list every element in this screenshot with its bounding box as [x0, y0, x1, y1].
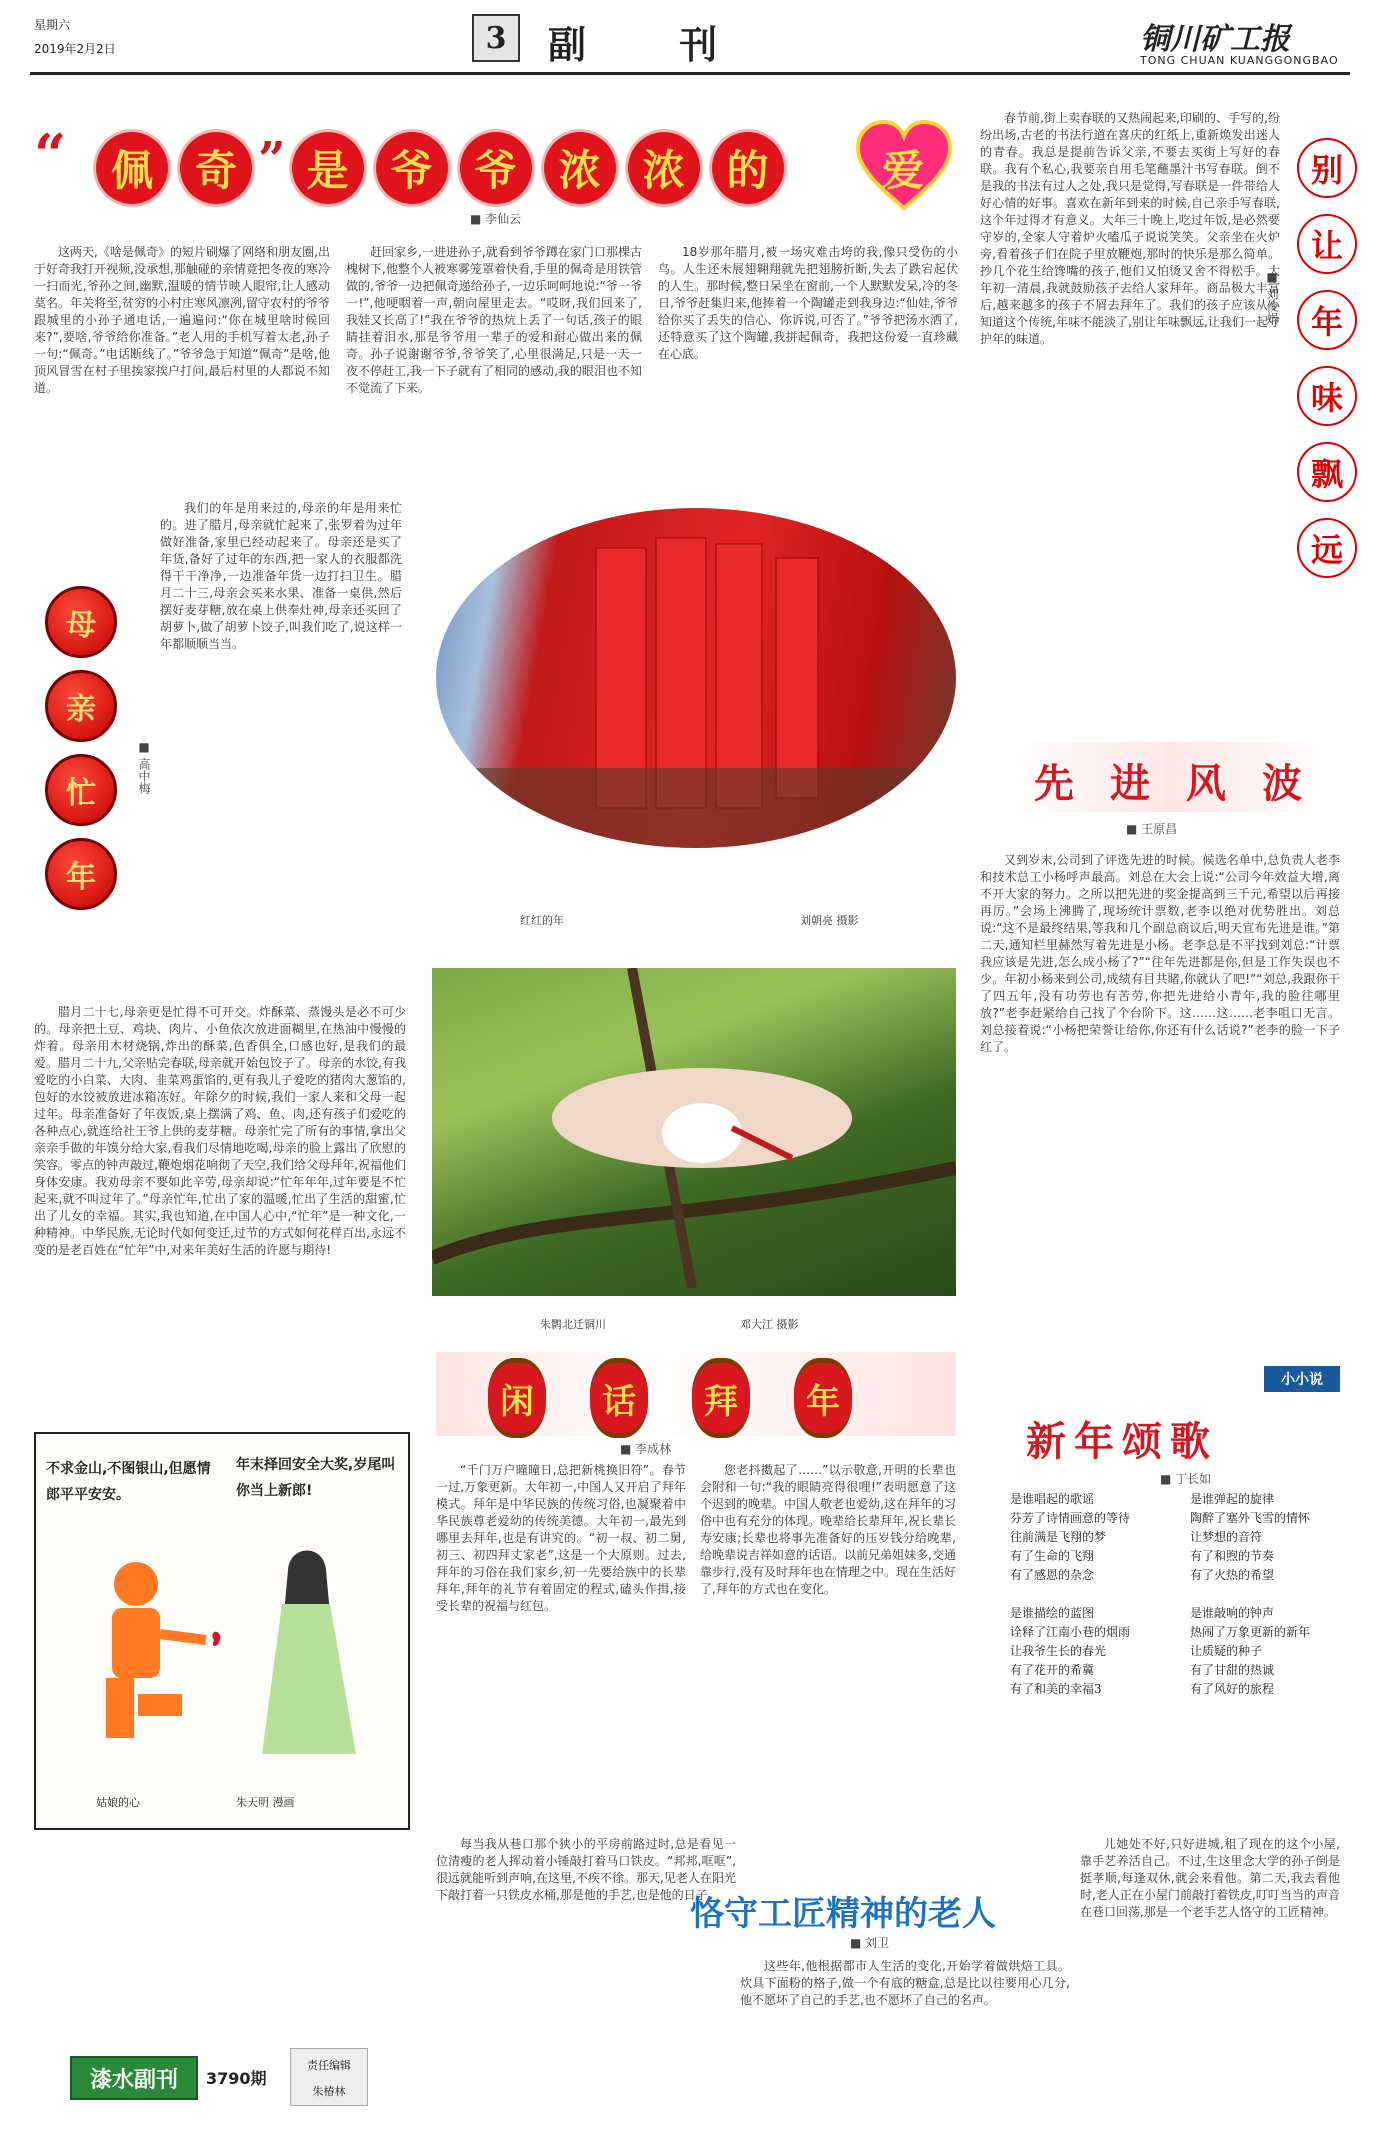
photo-ibis	[432, 968, 956, 1296]
title-char: 母	[45, 586, 117, 658]
footer-issue: 3790期	[206, 2069, 267, 2088]
title-char: 拜	[692, 1358, 750, 1438]
title-char: 亲	[45, 670, 117, 742]
title-char: 远	[1297, 518, 1357, 578]
header-rule	[30, 72, 1350, 75]
poem-right: 是谁弹起的旋律 陶醉了塞外飞雪的情怀 让梦想的音符 有了和煦的节奏 有了火热的希望 是谁敲响的钟声 热闹了万象更新的新年 让质疑的种子 有了甘甜的热诚 有了风好的旅程	[1190, 1492, 1311, 1696]
xiaoxiaoshuo-tag	[1264, 1366, 1340, 1392]
jiangren-title: 恪守工匠精神的老人	[690, 1894, 996, 1934]
weekday: 星期六	[34, 18, 71, 32]
photo-red-couplets	[436, 508, 956, 848]
title-char: 风	[1186, 760, 1226, 807]
paper-pinyin: TONG CHUAN KUANGGONGBAO	[1140, 54, 1339, 67]
cartoon-title: 姑娘的心	[96, 1796, 140, 1809]
jiangren-col1: 每当我从巷口那个狭小的平房前路过时,总是看见一位清瘦的老人挥动着小锤敲打着马口铁皮。“邦邦,哐哐”,很远就能听到声响,在这里,不疾不徐。那天,见老人在阳光下敲打着一只铁皮水桶,那是他的手艺,也是他的日子。	[436, 1837, 736, 1902]
title-char: 别	[1297, 138, 1357, 198]
muqin-byline: ■ 高中梅	[137, 740, 151, 794]
title-char: 年	[1297, 290, 1357, 350]
bainian-byline: ■ 李成林	[620, 1442, 672, 1456]
xianjin-byline: ■ 王原昌	[1126, 822, 1178, 836]
peiqi-title	[34, 118, 964, 222]
bieruo-byline: ■ 刘俊娟	[1265, 270, 1279, 324]
title-char: 浓	[628, 132, 700, 204]
paper-name: 铜川矿工报	[1140, 22, 1290, 57]
muqin-col-main: 我们的年是用来过的,母亲的年是用来忙的。进了腊月,母亲就忙起来了,张罗着为过年做好准备,家里已经动起来了。母亲还是买了年货,备好了过年的东西,把一家人的衣服都洗得干干净净,一边准备年货一边打扫卫生。腊月二十三,母亲会买来水果、准备一桌供,然后摆好麦芽糖,放在桌上供奉灶神,母亲还买回了胡萝卜,做了胡萝卜饺子,叫我们吃了,说这样一年都顺顺当当。	[160, 501, 402, 651]
cartoon	[34, 1432, 410, 1830]
xianjin-text: 又到岁末,公司到了评选先进的时候。候选名单中,总负责人老李和技术总工小杨呼声最高。刘总在大会上说:“公司今年效益大增,离不开大家的努力。之所以把先进的奖金提高到三千元,希望以后再接再厉。”会场上沸腾了,现场统计票数,老李以绝对优势胜出。刘总说:“这不是最终结果,等我和几个副总商议后,明天宣布先进是谁。”第二天,通知栏里赫然写着先进是小杨。老李总是不平找到刘总:“计票我应该是先进,怎么成小杨了?”“往年先进都是你,但是工作失误也不少。年初小杨来到公司,成绩有目共睹,你就认了吧!”“刘总,我跟你干了四五年,没有功劳也有苦劳,你把先进给小青年,我的脸往哪里放?”老李赶紧给自己找了个台阶下。这……这……老李咀口无言。刘总接着说:“小杨把荣誉让给你,你还有什么话说?”老李的脸一下子红了。	[980, 853, 1340, 1054]
xiaoxiaoshuo-text: 小小说	[1281, 1372, 1323, 1388]
photo2-title: 朱鹮北迁铜川	[540, 1318, 606, 1331]
peiqi-col3: 18岁那年腊月,被一场灾难击垮的我,像只受伤的小鸟。人生还未展翅翱翔就先把翅膀折断,失去了跌宕起伏的人生。那时候,整日呆坐在窗前,一个人默默发呆,冷的冬日,爷爷赶集归来,他捧着一个陶罐走到我身边:“仙娃,爷爷给你买了丢失的信心、你诉说,可否了。”爷爷把汤水洒了,还特意买了这个陶罐,我拼起佩奇，我把这份爱一直珍藏在心底。	[658, 245, 958, 361]
title-char: 爷	[376, 132, 448, 204]
title-char: 的	[712, 132, 784, 204]
header	[0, 0, 1379, 80]
title-char: 话	[590, 1358, 648, 1438]
cartoon-text-right: 年末择回安全大奖,岁尾叫你当上新郎!	[236, 1457, 396, 1499]
peiqi-col1: 这两天,《啥是佩奇》的短片刷爆了网络和朋友圈,出于好奇我打开视频,没承想,那触碰的亲情竟把冬夜的寒冷一扫而光,爷孙之间,幽默,温暖的情节映人眼帘,让人感动莫名。年关将至,贫穷的小村庄寒风凛冽,留守农村的爷爷跟城里的小孙子通电话,一遍遍问:“你在城里啥时候回来?”,要啥,爷爷给你准备。”老人用的手机写着太老,孙子一句:“佩奇。”电话断线了。”爷爷急于知道“佩奇”是啥,他顶风冒雪在村子里挨家挨户打问,最后村里的人都说不知道。	[34, 245, 330, 395]
footer-editor-box	[290, 2048, 368, 2106]
photo1-credit: 刘朝亮 摄影	[800, 914, 859, 927]
jiangren-byline: ■ 刘卫	[850, 1936, 890, 1950]
title-char: 味	[1297, 366, 1357, 426]
title-char: 年	[45, 838, 117, 910]
heart-icon	[854, 118, 954, 218]
date: 2019年2月2日	[34, 42, 116, 56]
photo2-credit: 邓大江 摄影	[740, 1318, 799, 1331]
title-char: 浓	[544, 132, 616, 204]
bainian-col1: “千门万户曈曈日,总把新桃换旧符”。春节一过,万象更新。大年初一,中国人又开启了拜年模式。拜年是中华民族的传统习俗,也凝聚着中华民族尊老爱幼的传统美德。大年初一,最先到哪里去拜年,也是有讲究的。“初一叔、初二舅,初三、初四拜丈家老”,这是一个大原则。过去,拜年的习俗在我们家乡,初一先要给族中的长辈拜年,拜年的礼节有着固定的程式,磕头作揖,接受长辈的祝福与红包。	[436, 1463, 686, 1613]
bieruo-title	[1292, 130, 1362, 586]
jiangren-col3: 儿她处不好,只好进城,租了现在的这个小屋,靠手艺养活自己。不过,生这里念大学的孙子倒是挺孝顺,每逢双休,就会来看他。第二天,我去看他时,老人正在小屋门前敲打着铁皮,叮叮当当的声音在巷口回荡,那是一个老手艺人恪守的工匠精神。	[1080, 1837, 1340, 1919]
page-name: 副 刊	[548, 22, 758, 67]
title-char: 爷	[460, 132, 532, 204]
title-char: 佩	[96, 132, 168, 204]
xianjin-title	[1010, 742, 1330, 812]
cartoon-drawing	[56, 1544, 386, 1754]
footer-column-name-text: 漆水副刊	[89, 2066, 178, 2093]
title-char: 先	[1034, 760, 1074, 807]
page-number: 3	[485, 20, 507, 56]
title-char: 飘	[1297, 442, 1357, 502]
title-char: 年	[794, 1358, 852, 1438]
peiqi-col2: 赶回家乡,一进进孙子,就看到爷爷蹲在家门口那棵古槐树下,他整个人被寒雾笼罩着快看,手里的佩奇是用铁管做的,爷爷一边把佩奇递给孙子,一边乐呵呵地说:“爷一爷一!”,他哽咽着一声,朝向屋里走去。“哎呀,我们回来了,我娃又长高了!”我在爷爷的热炕上丢了一句话,孩子的眼睛挂着泪水,那是爷爷用一辈子的爱和耐心做出来的佩奇。孙子说谢谢爷爷,爷爷笑了,心里很满足,只是一天一夜不停赶工,我一下子就有了相同的感动,我的眼泪也不知不觉流了下来。	[346, 245, 642, 395]
title-char: 是	[292, 132, 364, 204]
cartoon-credit: 朱天明 漫画	[236, 1796, 295, 1809]
poem-byline: ■ 丁长如	[1160, 1472, 1212, 1486]
title-char: 闲	[488, 1358, 546, 1438]
page-number-box	[472, 14, 520, 62]
photo1-title: 红红的年	[520, 914, 564, 927]
title-char: ”	[258, 132, 286, 188]
bieruo-text: 春节前,街上卖春联的又热闹起来,印刷的、手写的,纷纷出场,古老的书法行道在喜庆的红纸上,重新焕发出迷人的青春。我总是提前告诉父亲,不要去买街上写好的春联。我有个私心,我要亲自用毛笔蘸墨汁书写春联。倒不是我的书法有过人之处,我只是觉得,写春联是一件带给人好心情的好事。喜欢在新年到来的时候,自己亲手写春联,这个年过得才有意义。大年三十晚上,吃过年饭,是必然要守岁的,全家人守着炉火嗑瓜子说说笑笑。父亲坐在火炉旁,看着孩子们在院子里放鞭炮,那时的快乐是那么简单。抄几个花生给馋嘴的孩子,他们又怕烫又舍不得松手。大年初一清晨,我就鼓励孩子去给人家拜年。商品极大丰富后,越来越多的孩子不屑去拜年了。我们的孩子应该从小知道这个传统,年味不能淡了,别让年味飘远,让我们一起守护年的味道。	[980, 111, 1280, 346]
bainian-title	[436, 1352, 956, 1436]
title-char: 让	[1297, 214, 1357, 274]
title-quote-open: “	[34, 122, 67, 188]
peiqi-byline: ■ 李仙云	[470, 212, 522, 226]
poem-title: 新年颂歌	[1026, 1418, 1218, 1465]
footer-editor-label: 责任编辑	[307, 2059, 351, 2072]
bainian-col2: 您老抖擞起了……”以示敬意,开明的长辈也会附和一句:“我的眼睛亮得很哩!”表明愿意了这个迟到的晚辈。中国人敬老也爱幼,这在拜年的习俗中也有充分的体现。晚辈给长辈拜年,祝长辈长寿安康;长辈也将事先准备好的压岁钱分给晚辈,给晚辈说吉祥如意的话语。以前兄弟姐妹多,交通靠步行,没有及时拜年也在情理之中。现在生活好了,拜年的方式也在变化。	[700, 1463, 956, 1596]
poem-left: 是谁唱起的歌谣 芬芳了诗情画意的等待 往前满是飞翔的梦 有了生命的飞翔 有了感恩的杂念 是谁描绘的蓝图 诠释了江南小巷的烟雨 让我爷生长的春光 有了花开的希冀 有了和美的幸福3	[1010, 1492, 1131, 1696]
cartoon-text-left: 不求金山,不图银山,但愿情郎平平安安。	[46, 1461, 211, 1503]
heart-char: 爱	[882, 146, 925, 195]
jiangren-col2: 这些年,他根据都市人生活的变化,开始学着做烘焙工具。炊具下面粉的格子,做一个有底的糖盒,总是比以往要用心几分,他不愿坏了自己的手艺,也不愿坏了自己的名声。	[740, 1959, 1070, 2007]
footer-editor-name: 朱椿林	[312, 2085, 346, 2098]
title-char: 奇	[180, 132, 252, 204]
footer-column-name	[70, 2056, 198, 2100]
muqin-col-full: 腊月二十七,母亲更是忙得不可开交。炸酥菜、蒸馒头是必不可少的。母亲把土豆、鸡块、肉片、小鱼依次放进面糊里,在热油中慢慢的炸着。母亲用木材烧锅,炸出的酥菜,色香俱全,口感也好,是我们的最爱。腊月二十九,父亲贴完春联,母亲就开始包饺子了。母亲的水饺,有我爱吃的小白菜、大肉、韭菜鸡蛋馅的,更有我儿子爱吃的猪肉大葱馅的,包好的水饺被放进冰箱冻好。年除夕的时候,我们一家人来和父母一起过年。母亲准备好了年夜饭,桌上摆满了鸡、鱼、肉,还有孩子们爱吃的各种点心,就连给社王爷上供的麦芽糖。母亲忙完了所有的事情,拿出父亲亲手做的年馍分给大家,看我们尽情地吃喝,母亲的脸上露出了欣慰的笑容。零点的钟声敲过,鞭炮烟花响彻了天空,我们给父母拜年,祝福他们身体安康。我劝母亲不要如此辛劳,母亲却说:“忙年年年,过年要是不忙起来,就不叫过年了。”母亲忙年,忙出了家的温暖,忙出了生活的甜蜜,忙出了儿女的幸福。其实,我也知道,在中国人心中,“忙年”是一种文化,一种精神。中华民族,无论时代如何变迁,过节的方式如何花样百出,永远不变的是老百姓在“忙年”中,对来年美好生活的许愿与期待!	[34, 1005, 406, 1257]
muqin-title	[36, 580, 126, 916]
title-char: 波	[1262, 760, 1302, 807]
title-char: 忙	[45, 754, 117, 826]
title-char: 进	[1110, 760, 1150, 807]
